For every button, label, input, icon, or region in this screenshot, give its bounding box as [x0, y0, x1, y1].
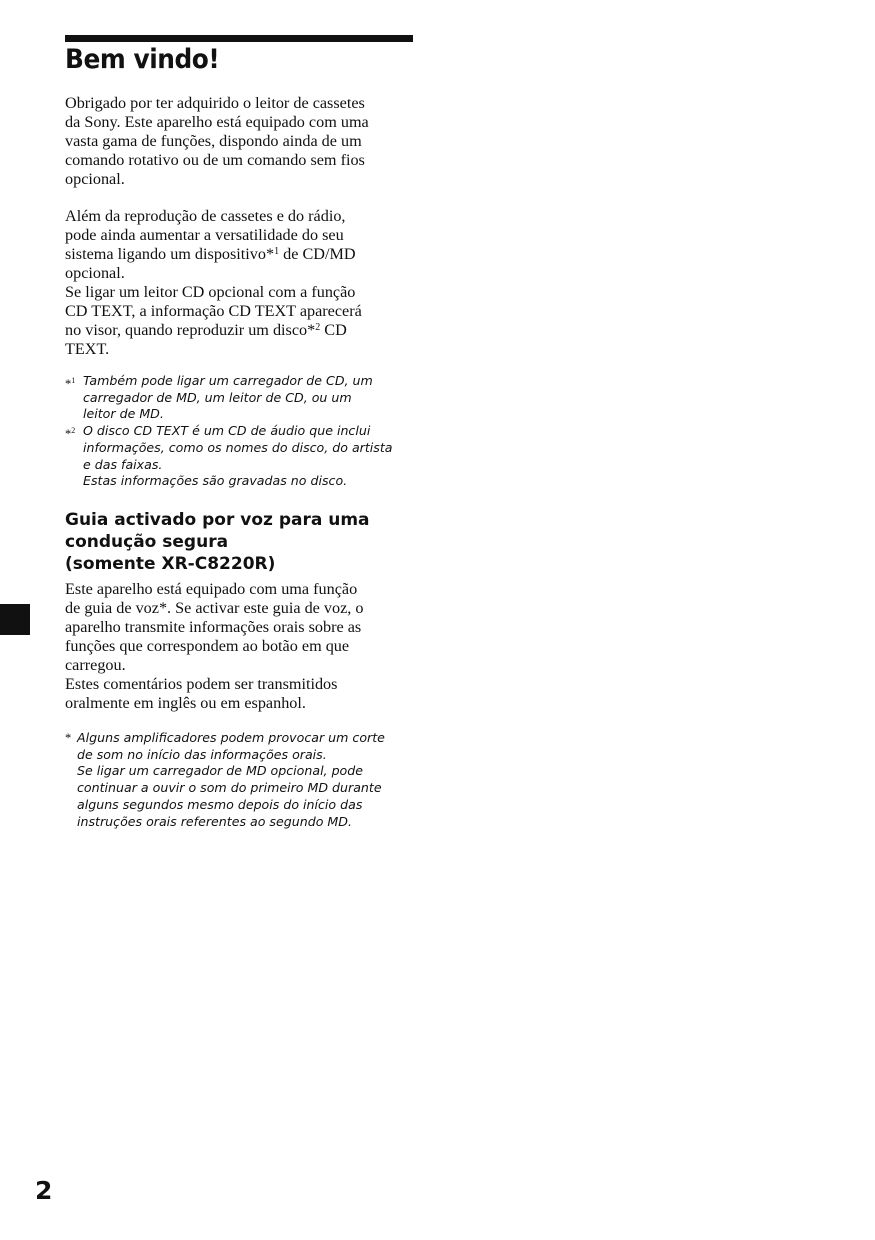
body-line: Além da reprodução de cassetes e do rádio,	[65, 207, 346, 225]
section-line: oralmente em inglês ou em espanhol.	[65, 694, 306, 712]
voice-guide-note	[65, 730, 417, 830]
heading-line: Guia activado por voz para uma	[65, 510, 370, 530]
body-line: opcional.	[65, 264, 125, 282]
note-line: de som no início das informações orais.	[77, 746, 327, 762]
note-line: Alguns amplificadores podem provocar um corte	[77, 730, 385, 745]
footnote-line: Também pode ligar um carregador de CD, um	[83, 373, 373, 388]
heading-line: condução segura	[65, 532, 229, 552]
intro-line: vasta gama de funções, dispondo ainda de um	[65, 132, 362, 150]
intro-paragraph	[65, 94, 417, 189]
footnote-marker	[65, 423, 75, 443]
section-line: funções que correspondem ao botão em que	[65, 637, 350, 655]
footnote-number: 2	[71, 426, 76, 436]
body-text: de CD/MD	[279, 245, 356, 263]
note-line: continuar a ouvir o som do primeiro MD durante	[77, 780, 382, 796]
note-marker: *	[65, 731, 72, 745]
footnote-line: carregador de MD, um leitor de CD, ou um	[83, 389, 352, 405]
section-line: de guia de voz*. Se activar este guia de voz, o	[65, 599, 364, 617]
note-line: Se ligar um carregador de MD opcional, pode	[77, 763, 364, 779]
footnote-line: Estas informações são gravadas no disco.	[83, 473, 348, 489]
intro-line: da Sony. Este aparelho está equipado com uma	[65, 113, 369, 131]
body-text: CD	[320, 321, 347, 339]
body-paragraph	[65, 207, 417, 359]
section-line: Estes comentários podem ser transmitidos	[65, 675, 338, 693]
body-line	[65, 245, 417, 264]
intro-line: Obrigado por ter adquirido o leitor de cassetes	[65, 94, 365, 112]
body-line: Se ligar um leitor CD opcional com a função	[65, 283, 356, 301]
footnote-ref: 2	[315, 322, 321, 333]
section-line: aparelho transmite informações orais sobre as	[65, 618, 362, 636]
section-line: Este aparelho está equipado com uma função	[65, 580, 358, 598]
body-text: sistema ligando um dispositivo*	[65, 245, 275, 263]
page-title: Bem vindo!	[65, 44, 220, 75]
section-heading	[65, 509, 417, 575]
title-rule	[65, 35, 413, 42]
section-note	[65, 730, 417, 830]
footnote-line: leitor de MD.	[83, 406, 164, 422]
body-text: no visor, quando reproduzir um disco*	[65, 321, 316, 339]
language-tab-marker	[0, 604, 30, 635]
footnote-line: informações, como os nomes do disco, do artista	[83, 439, 393, 455]
footnote-line: e das faixas.	[83, 456, 163, 472]
footnotes	[65, 373, 417, 490]
footnote-ref: 1	[274, 246, 280, 257]
footnote-marker	[65, 373, 75, 393]
section-line: carregou.	[65, 656, 126, 674]
footnote-number: 1	[71, 376, 76, 385]
footnote-1	[65, 373, 417, 423]
note-line: alguns segundos mesmo depois do início das	[77, 796, 363, 812]
body-line: CD TEXT, a informação CD TEXT aparecerá	[65, 302, 362, 320]
body-line: pode ainda aumentar a versatilidade do seu	[65, 226, 344, 244]
body-line: TEXT.	[65, 340, 110, 358]
section-paragraph	[65, 580, 417, 713]
footnote-line: O disco CD TEXT é um CD de áudio que inclui	[83, 423, 371, 439]
intro-line: opcional.	[65, 170, 125, 188]
intro-line: comando rotativo ou de um comando sem fios	[65, 151, 365, 169]
page-number: 2	[35, 1176, 53, 1205]
footnote-mark: *	[65, 427, 72, 442]
footnote-2	[65, 423, 417, 490]
heading-line: (somente XR-C8220R)	[65, 554, 276, 574]
footnote-mark: *	[65, 377, 72, 391]
body-line	[65, 321, 417, 340]
note-line: instruções orais referentes ao segundo MD.	[77, 813, 352, 829]
